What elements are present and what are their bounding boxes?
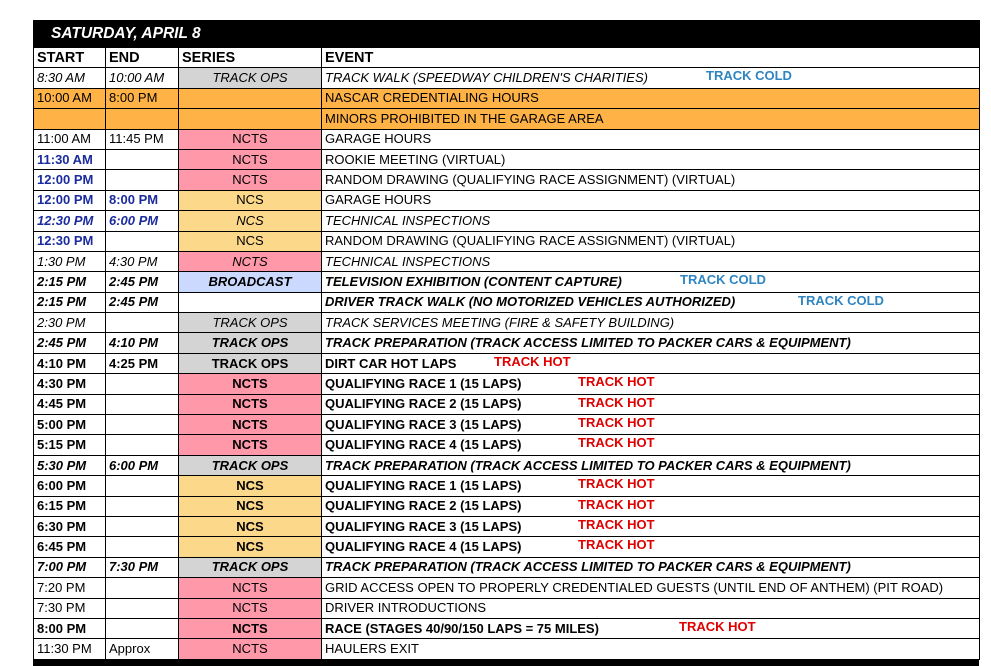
schedule-row [34, 109, 980, 129]
header-end: END [106, 48, 179, 68]
end-time [106, 476, 179, 496]
event-cell [322, 618, 980, 638]
series-cell: NCTS [179, 394, 322, 414]
start-time: 7:20 PM [34, 578, 106, 598]
event-cell [322, 149, 980, 169]
event-cell [322, 211, 980, 231]
series-cell: NCS [179, 211, 322, 231]
schedule-row [34, 292, 980, 312]
event-text: TELEVISION EXHIBITION (CONTENT CAPTURE) [325, 273, 622, 289]
event-cell [322, 394, 980, 414]
track-status-label: TRACK HOT [578, 516, 655, 532]
series-cell: NCTS [179, 170, 322, 190]
end-time [106, 374, 179, 394]
series-cell: NCTS [179, 639, 322, 659]
series-cell: NCTS [179, 149, 322, 169]
series-cell: NCS [179, 190, 322, 210]
event-text: QUALIFYING RACE 3 (15 LAPS) [325, 518, 522, 534]
series-cell [179, 88, 322, 108]
event-text: TECHNICAL INSPECTIONS [325, 253, 491, 269]
end-time [106, 537, 179, 557]
series-cell: TRACK OPS [179, 353, 322, 373]
header-start: START [34, 48, 106, 68]
series-cell [179, 109, 322, 129]
schedule-row [34, 455, 980, 475]
end-time: 8:00 PM [106, 88, 179, 108]
start-time: 8:00 PM [34, 618, 106, 638]
series-cell: NCTS [179, 618, 322, 638]
track-status-label: TRACK HOT [578, 435, 655, 451]
event-cell [322, 272, 980, 292]
event-cell [322, 537, 980, 557]
end-time [106, 516, 179, 536]
event-text: TECHNICAL INSPECTIONS [325, 212, 491, 228]
event-text: DRIVER TRACK WALK (NO MOTORIZED VEHICLES AUTHORIZED) [325, 294, 736, 310]
track-status-label: TRACK HOT [578, 374, 655, 390]
event-cell [322, 170, 980, 190]
series-cell: NCTS [179, 374, 322, 394]
start-time: 2:45 PM [34, 333, 106, 353]
start-time: 12:30 PM [34, 211, 106, 231]
series-cell: NCTS [179, 578, 322, 598]
end-time [106, 435, 179, 455]
schedule-row [34, 394, 980, 414]
start-time: 11:00 AM [34, 129, 106, 149]
event-cell [322, 639, 980, 659]
event-cell [322, 333, 980, 353]
schedule-row [34, 251, 980, 271]
event-cell [322, 129, 980, 149]
event-text: TRACK WALK (SPEEDWAY CHILDREN'S CHARITIES) [325, 70, 648, 86]
end-time: 6:00 PM [106, 455, 179, 475]
series-cell: NCTS [179, 251, 322, 271]
start-time: 8:30 AM [34, 68, 106, 88]
end-time [106, 149, 179, 169]
event-text: TRACK PREPARATION (TRACK ACCESS LIMITED TO PACKER CARS & EQUIPMENT) [325, 559, 851, 575]
day-title: SATURDAY, APRIL 8 [34, 21, 980, 48]
event-text: DRIVER INTRODUCTIONS [325, 600, 487, 616]
end-time [106, 109, 179, 129]
event-text: RANDOM DRAWING (QUALIFYING RACE ASSIGNMENT) (VIRTUAL) [325, 233, 736, 249]
event-cell [322, 292, 980, 312]
series-cell: TRACK OPS [179, 313, 322, 333]
end-time [106, 598, 179, 618]
schedule-row [34, 170, 980, 190]
event-cell [322, 109, 980, 129]
end-time [106, 313, 179, 333]
event-cell [322, 578, 980, 598]
event-text: QUALIFYING RACE 3 (15 LAPS) [325, 416, 522, 432]
event-text: QUALIFYING RACE 1 (15 LAPS) [325, 477, 522, 493]
event-cell [322, 313, 980, 333]
end-time: 10:00 AM [106, 68, 179, 88]
event-cell [322, 88, 980, 108]
series-cell: NCTS [179, 129, 322, 149]
schedule-row [34, 129, 980, 149]
event-text: TRACK SERVICES MEETING (FIRE & SAFETY BUILDING) [325, 314, 675, 330]
series-cell: NCS [179, 231, 322, 251]
end-time: 4:25 PM [106, 353, 179, 373]
event-cell [322, 374, 980, 394]
start-time: 6:30 PM [34, 516, 106, 536]
series-cell: NCTS [179, 415, 322, 435]
end-time: 2:45 PM [106, 272, 179, 292]
schedule-row [34, 149, 980, 169]
schedule-row [34, 272, 980, 292]
end-time: Approx [106, 639, 179, 659]
start-time: 6:00 PM [34, 476, 106, 496]
event-text: ROOKIE MEETING (VIRTUAL) [325, 151, 506, 167]
end-time [106, 170, 179, 190]
track-status-label: TRACK HOT [578, 476, 655, 492]
end-time: 7:30 PM [106, 557, 179, 577]
start-time: 12:30 PM [34, 231, 106, 251]
schedule-table [33, 20, 980, 660]
end-time [106, 415, 179, 435]
schedule-row [34, 374, 980, 394]
series-cell: NCTS [179, 435, 322, 455]
start-time: 12:00 PM [34, 190, 106, 210]
start-time: 5:30 PM [34, 455, 106, 475]
schedule-row [34, 598, 980, 618]
start-time: 6:15 PM [34, 496, 106, 516]
event-text: GARAGE HOURS [325, 192, 432, 208]
event-cell [322, 68, 980, 88]
end-time: 4:30 PM [106, 251, 179, 271]
start-time: 5:15 PM [34, 435, 106, 455]
schedule-row [34, 190, 980, 210]
start-time: 11:30 AM [34, 149, 106, 169]
event-text: QUALIFYING RACE 2 (15 LAPS) [325, 396, 522, 412]
start-time: 4:30 PM [34, 374, 106, 394]
event-text: QUALIFYING RACE 4 (15 LAPS) [325, 437, 522, 453]
start-time: 6:45 PM [34, 537, 106, 557]
end-time: 11:45 PM [106, 129, 179, 149]
schedule-row [34, 415, 980, 435]
event-text: GARAGE HOURS [325, 131, 432, 147]
event-cell [322, 435, 980, 455]
event-cell [322, 476, 980, 496]
schedule-row [34, 516, 980, 536]
track-status-label: TRACK COLD [798, 292, 884, 308]
schedule-row [34, 333, 980, 353]
track-status-label: TRACK COLD [706, 68, 792, 84]
schedule-row [34, 557, 980, 577]
end-time [106, 231, 179, 251]
start-time: 7:00 PM [34, 557, 106, 577]
event-text: RANDOM DRAWING (QUALIFYING RACE ASSIGNMENT) (VIRTUAL) [325, 172, 736, 188]
event-text: QUALIFYING RACE 4 (15 LAPS) [325, 539, 522, 555]
event-text: HAULERS EXIT [325, 641, 419, 657]
start-time [34, 109, 106, 129]
event-cell [322, 190, 980, 210]
track-status-label: TRACK HOT [578, 496, 655, 512]
track-status-label: TRACK HOT [494, 353, 571, 369]
event-text: QUALIFYING RACE 2 (15 LAPS) [325, 498, 522, 514]
schedule-row [34, 476, 980, 496]
title-row [34, 21, 980, 48]
start-time: 7:30 PM [34, 598, 106, 618]
schedule-row [34, 496, 980, 516]
track-status-label: TRACK HOT [578, 537, 655, 553]
event-text: DIRT CAR HOT LAPS [325, 355, 457, 371]
start-time: 1:30 PM [34, 251, 106, 271]
event-text: TRACK PREPARATION (TRACK ACCESS LIMITED TO PACKER CARS & EQUIPMENT) [325, 335, 851, 351]
header-row [34, 48, 980, 68]
series-cell: NCS [179, 476, 322, 496]
event-text: MINORS PROHIBITED IN THE GARAGE AREA [325, 110, 604, 126]
track-status-label: TRACK COLD [680, 272, 766, 288]
schedule-row [34, 618, 980, 638]
start-time: 10:00 AM [34, 88, 106, 108]
event-cell [322, 496, 980, 516]
header-series: SERIES [179, 48, 322, 68]
schedule-row [34, 435, 980, 455]
series-cell: NCS [179, 516, 322, 536]
event-cell [322, 415, 980, 435]
event-cell [322, 455, 980, 475]
schedule-row [34, 537, 980, 557]
series-cell: BROADCAST [179, 272, 322, 292]
series-cell: TRACK OPS [179, 333, 322, 353]
track-status-label: TRACK HOT [578, 394, 655, 410]
schedule-row [34, 578, 980, 598]
header-event: EVENT [322, 48, 980, 68]
schedule-row [34, 68, 980, 88]
series-cell: NCS [179, 537, 322, 557]
end-time: 8:00 PM [106, 190, 179, 210]
series-cell: TRACK OPS [179, 455, 322, 475]
schedule-row [34, 88, 980, 108]
series-cell: TRACK OPS [179, 68, 322, 88]
series-cell [179, 292, 322, 312]
bottom-border [33, 659, 979, 666]
start-time: 2:15 PM [34, 272, 106, 292]
event-cell [322, 598, 980, 618]
series-cell: TRACK OPS [179, 557, 322, 577]
event-cell [322, 353, 980, 373]
start-time: 12:00 PM [34, 170, 106, 190]
end-time [106, 578, 179, 598]
event-text: TRACK PREPARATION (TRACK ACCESS LIMITED TO PACKER CARS & EQUIPMENT) [325, 457, 851, 473]
start-time: 11:30 PM [34, 639, 106, 659]
event-cell [322, 557, 980, 577]
event-cell [322, 516, 980, 536]
start-time: 2:30 PM [34, 313, 106, 333]
series-cell: NCTS [179, 598, 322, 618]
track-status-label: TRACK HOT [679, 618, 756, 634]
start-time: 5:00 PM [34, 415, 106, 435]
end-time: 2:45 PM [106, 292, 179, 312]
end-time [106, 618, 179, 638]
end-time: 6:00 PM [106, 211, 179, 231]
schedule-row [34, 639, 980, 659]
track-status-label: TRACK HOT [578, 415, 655, 431]
end-time: 4:10 PM [106, 333, 179, 353]
event-text: RACE (STAGES 40/90/150 LAPS = 75 MILES) [325, 620, 599, 636]
schedule-row [34, 353, 980, 373]
event-text: NASCAR CREDENTIALING HOURS [325, 90, 539, 106]
event-text: GRID ACCESS OPEN TO PROPERLY CREDENTIALED GUESTS (UNTIL END OF ANTHEM) (PIT ROAD) [325, 579, 944, 595]
start-time: 4:10 PM [34, 353, 106, 373]
schedule-row [34, 231, 980, 251]
event-cell [322, 251, 980, 271]
end-time [106, 394, 179, 414]
event-text: QUALIFYING RACE 1 (15 LAPS) [325, 375, 522, 391]
end-time [106, 496, 179, 516]
event-cell [322, 231, 980, 251]
schedule-row [34, 313, 980, 333]
start-time: 2:15 PM [34, 292, 106, 312]
series-cell: NCS [179, 496, 322, 516]
start-time: 4:45 PM [34, 394, 106, 414]
schedule-row [34, 211, 980, 231]
